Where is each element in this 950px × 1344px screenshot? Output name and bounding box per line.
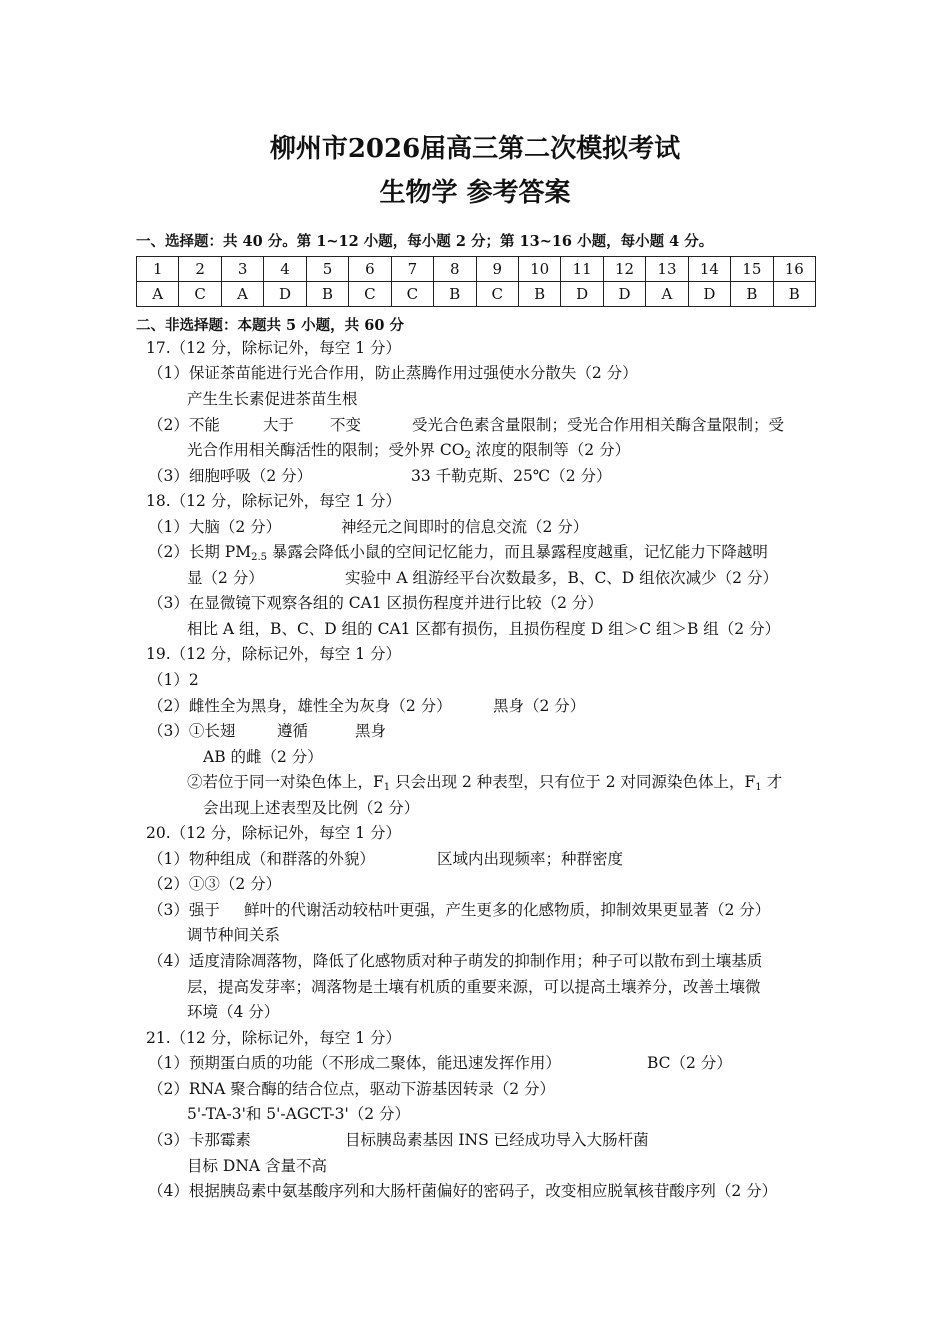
answer-cell: C [179, 282, 221, 307]
q19-line: （3）①长翅 [148, 722, 236, 740]
question-number-cell: 16 [773, 257, 815, 282]
q17-line: 大于 [263, 416, 295, 434]
q17-line: 33 千勒克斯、25℃（2 分） [411, 467, 612, 485]
q18-line: （2）长期 $PM_{2.5}$ 暴露会降低小鼠的空间记忆能力，而且暴露程度越重，记忆能力下降越明 [148, 543, 768, 563]
q19-line: ②若位于同一对染色体上，$F_1$ 只会出现 2 种表型，只有位于 2 对同源染色体上，$F_1$ 才 [187, 773, 783, 793]
answer-cell: D [603, 282, 645, 307]
q19-line: （1）2 [148, 671, 199, 689]
question-number-cell: 12 [603, 257, 645, 282]
answer-cell: D [561, 282, 603, 307]
q19-line: 黑身（2 分） [493, 697, 586, 715]
q20-line: （1）物种组成（和群落的外貌） [148, 850, 375, 868]
q17-heading: 17.（12 分，除标记外，每空 1 分） [146, 339, 402, 357]
q18-line: （3）在显微镜下观察各组的 CA1 区损伤程度并进行比较（2 分） [148, 594, 603, 612]
q17-line: （3）细胞呼吸（2 分） [148, 467, 313, 485]
question-number-cell: 13 [646, 257, 688, 282]
q21-line: 目标 DNA 含量不高 [187, 1157, 328, 1175]
q20-line: 环境（4 分） [187, 1003, 280, 1021]
question-number-cell: 15 [731, 257, 773, 282]
q18-line: 相比 A 组，B、C、D 组的 CA1 区都有损伤，且损伤程度 D 组＞C 组＞B 组（2 分） [187, 620, 781, 638]
q19-line: AB 的雌（2 分） [203, 748, 323, 766]
q21-line: （1）预期蛋白质的功能（不形成二聚体，能迅速发挥作用） [148, 1054, 561, 1072]
q21-line: （2）RNA 聚合酶的结合位点，驱动下游基因转录（2 分） [148, 1080, 556, 1098]
question-number-cell: 7 [391, 257, 433, 282]
q21-line: 5'-TA-3'和 5'-AGCT-3'（2 分） [187, 1105, 411, 1123]
question-number-cell: 5 [306, 257, 348, 282]
q17-line: （1）保证茶苗能进行光合作用，防止蒸腾作用过强使水分散失（2 分） [148, 364, 638, 382]
question-number-cell: 8 [434, 257, 476, 282]
section-1-heading: 一、选择题：共 40 分。第 1~12 小题，每小题 2 分；第 13~16 小题，每小题 4 分。 [136, 233, 714, 250]
question-number-cell: 14 [688, 257, 730, 282]
q18-line: 显（2 分） [187, 569, 264, 587]
q17-line: 不变 [330, 416, 362, 434]
answer-cell: A [137, 282, 179, 307]
answer-cell: B [773, 282, 815, 307]
q20-line: （2）①③（2 分） [148, 875, 282, 893]
q18-heading: 18.（12 分，除标记外，每空 1 分） [146, 492, 402, 510]
q20-line: （3）强于 [148, 901, 220, 919]
answer-cell: B [434, 282, 476, 307]
q20-line: 层，提高发芽率；凋落物是土壤有机质的重要来源，可以提高土壤养分，改善土壤微 [187, 978, 761, 996]
answer-table [136, 256, 816, 307]
question-number-cell: 4 [264, 257, 306, 282]
answer-row [137, 282, 816, 307]
q19-heading: 19.（12 分，除标记外，每空 1 分） [146, 645, 402, 663]
question-number-cell: 6 [349, 257, 391, 282]
page-title: 柳州市2026届高三第二次模拟考试 [269, 134, 681, 164]
q17-line: 受光合色素含量限制；受光合作用相关酶含量限制；受 [412, 416, 785, 434]
question-number-cell: 3 [221, 257, 263, 282]
answer-cell: B [731, 282, 773, 307]
q18-line: 实验中 A 组游经平台次数最多，B、C、D 组依次减少（2 分） [345, 569, 778, 587]
q20-line: 调节种间关系 [187, 926, 281, 944]
q21-line: （3）卡那霉素 [148, 1131, 251, 1149]
section-2-heading: 二、非选择题：本题共 5 小题，共 60 分 [136, 317, 404, 334]
q19-line: 遵循 [277, 722, 309, 740]
question-number-cell: 9 [476, 257, 518, 282]
q19-line: 会出现上述表型及比例（2 分） [203, 799, 420, 817]
answer-cell: C [476, 282, 518, 307]
q17-line: （2）不能 [148, 416, 220, 434]
question-number-row [137, 257, 816, 282]
answer-cell: D [264, 282, 306, 307]
q20-line: 鲜叶的代谢活动较枯叶更强，产生更多的化感物质，抑制效果更显著（2 分） [244, 901, 771, 919]
question-number-cell: 1 [137, 257, 179, 282]
q18-line: 神经元之间即时的信息交流（2 分） [341, 518, 589, 536]
q21-line: BC（2 分） [647, 1054, 732, 1072]
q19-line: 黑身 [355, 722, 387, 740]
answer-cell: A [646, 282, 688, 307]
answer-cell: D [688, 282, 730, 307]
q21-line: 目标胰岛素基因 INS 已经成功导入大肠杆菌 [345, 1131, 649, 1149]
q19-line: （2）雌性全为黑身，雄性全为灰身（2 分） [148, 697, 452, 715]
answer-cell: B [306, 282, 348, 307]
answer-cell: B [518, 282, 560, 307]
question-number-cell: 2 [179, 257, 221, 282]
answer-cell: C [391, 282, 433, 307]
q21-line: （4）根据胰岛素中氨基酸序列和大肠杆菌偏好的密码子，改变相应脱氧核苷酸序列（2 分） [148, 1182, 778, 1200]
answer-cell: C [349, 282, 391, 307]
q20-heading: 20.（12 分，除标记外，每空 1 分） [146, 824, 402, 842]
answer-cell: A [221, 282, 263, 307]
q17-line: 产生生长素促进茶苗生根 [187, 390, 358, 408]
question-number-cell: 10 [518, 257, 560, 282]
q20-line: 区域内出现频率；种群密度 [437, 850, 624, 868]
q20-line: （4）适度清除凋落物，降低了化感物质对种子萌发的抑制作用；种子可以散布到土壤基质 [148, 952, 763, 970]
q18-line: （1）大脑（2 分） [148, 518, 282, 536]
q17-line: 光合作用相关酶活性的限制；受外界 $CO_2$ 浓度的限制等（2 分） [187, 441, 631, 461]
question-number-cell: 11 [561, 257, 603, 282]
q21-heading: 21.（12 分，除标记外，每空 1 分） [146, 1029, 402, 1047]
page-subtitle: 生物学 参考答案 [379, 178, 571, 208]
